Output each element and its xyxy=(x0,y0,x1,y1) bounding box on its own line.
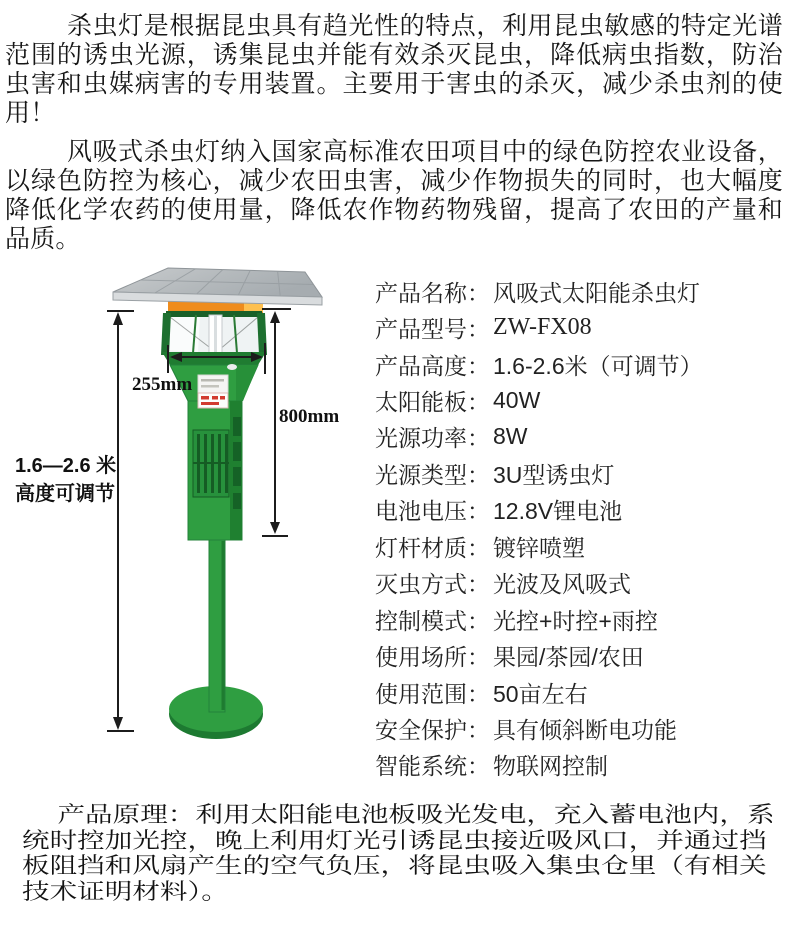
spec-label: 灯杆材质： xyxy=(375,534,490,561)
body-dim-label: 800mm xyxy=(279,406,340,427)
spec-value: 光波及风吸式 xyxy=(493,571,631,598)
width-dim-label: 255mm xyxy=(132,374,193,395)
spec-row-product-name xyxy=(375,273,703,309)
product-figure xyxy=(0,255,370,765)
spec-label: 使用场所： xyxy=(375,644,490,671)
spec-label: 光源类型： xyxy=(375,461,490,488)
lamp-stand xyxy=(169,540,263,739)
dim-body-arrow-down xyxy=(270,522,280,534)
principle-section xyxy=(22,802,790,932)
spec-value: 风吸式太阳能杀虫灯 xyxy=(493,279,700,306)
spec-value: 12.8V锂电池 xyxy=(493,498,623,525)
funnel-sensor xyxy=(227,364,237,370)
insect-killer-lamp-illustration xyxy=(0,255,370,765)
spec-row-light-power xyxy=(375,419,703,455)
spec-value: 果园/茶园/农田 xyxy=(493,644,644,671)
spec-label: 光源功率： xyxy=(375,425,490,452)
dim-height-line xyxy=(107,311,134,731)
spec-value: 具有倾斜断电功能 xyxy=(493,716,677,743)
vent-grid xyxy=(193,430,229,497)
spec-value: ZW-FX08 xyxy=(493,314,592,341)
warning-mark-4 xyxy=(201,402,219,405)
spec-label: 安全保护： xyxy=(375,716,490,743)
spec-label: 电池电压： xyxy=(375,498,490,525)
funnel-shade xyxy=(236,365,258,401)
spec-row-solar-panel xyxy=(375,382,703,418)
spec-label: 灭虫方式： xyxy=(375,571,490,598)
spec-label: 产品高度： xyxy=(375,352,490,379)
spec-row-smart-system xyxy=(375,747,703,783)
spec-row-safety xyxy=(375,710,703,746)
intro-section xyxy=(5,12,783,254)
principle-paragraph: 产品原理：利用太阳能电池板吸光发电，充入蓄电池内，系统时控加光控，晚上利用灯光引诱昆虫接近吸风口，并通过挡板阻挡和风扇产生的空气负压，将昆虫吸入集虫仓里（有相关技术证明材料）。 xyxy=(22,802,775,904)
spec-row-use-place xyxy=(375,637,703,673)
spec-value: 50亩左右 xyxy=(493,680,588,707)
warning-mark-3 xyxy=(220,396,225,400)
solar-panel xyxy=(113,268,322,305)
spec-row-coverage xyxy=(375,674,703,710)
spec-row-height xyxy=(375,346,703,382)
dim-height-arrow-down xyxy=(113,717,123,730)
info-label-text-line-2 xyxy=(201,385,219,388)
spec-label: 使用范围： xyxy=(375,680,490,707)
spec-value: 光控+时控+雨控 xyxy=(493,607,658,634)
spec-list xyxy=(375,273,703,783)
intro-paragraph-1: 杀虫灯是根据昆虫具有趋光性的特点，利用昆虫敏感的特定光谱范围的诱虫光源，诱集昆虫并能有效杀灭昆虫，降低病虫指数，防治虫害和虫媒病害的专用装置。主要用于害虫的杀灭，减少杀虫剂的使用！ xyxy=(5,12,783,127)
spec-label: 太阳能板： xyxy=(375,389,490,416)
height-note-label: 高度可调节 xyxy=(15,483,115,505)
dim-height-arrow-up xyxy=(113,312,123,325)
spec-value: 物联网控制 xyxy=(493,753,608,780)
spec-label: 控制模式： xyxy=(375,607,490,634)
spec-label: 智能系统： xyxy=(375,753,490,780)
spec-value: 1.6-2.6米（可调节） xyxy=(493,352,703,379)
warning-mark-2 xyxy=(212,396,218,400)
intro-paragraph-2: 风吸式杀虫灯纳入国家高标准农田项目中的绿色防控农业设备，以绿色防控为核心，减少农田虫害，减少作物损失的同时，也大幅度降低化学农药的使用量，降低农作物药物残留，提高了农田的产量和品质。 xyxy=(5,138,783,253)
spec-row-pole-material xyxy=(375,528,703,564)
spec-label: 产品型号： xyxy=(375,316,490,343)
info-label xyxy=(198,375,228,393)
spec-value: 40W xyxy=(493,387,541,414)
warning-label xyxy=(198,393,228,408)
info-label-text-line-1 xyxy=(201,379,224,382)
warning-mark-1 xyxy=(201,396,209,400)
spec-value: 镀锌喷塑 xyxy=(493,534,585,561)
height-range-label: 1.6—2.6 米 xyxy=(15,455,117,477)
spec-value: 8W xyxy=(493,423,528,450)
dim-body-arrow-up xyxy=(270,311,280,323)
spec-row-light-type xyxy=(375,455,703,491)
spec-row-model xyxy=(375,309,703,345)
spec-label: 产品名称： xyxy=(375,279,490,306)
spec-value: 3U型诱虫灯 xyxy=(493,461,615,488)
spec-row-battery xyxy=(375,492,703,528)
spec-row-control-mode xyxy=(375,601,703,637)
spec-row-kill-method xyxy=(375,565,703,601)
